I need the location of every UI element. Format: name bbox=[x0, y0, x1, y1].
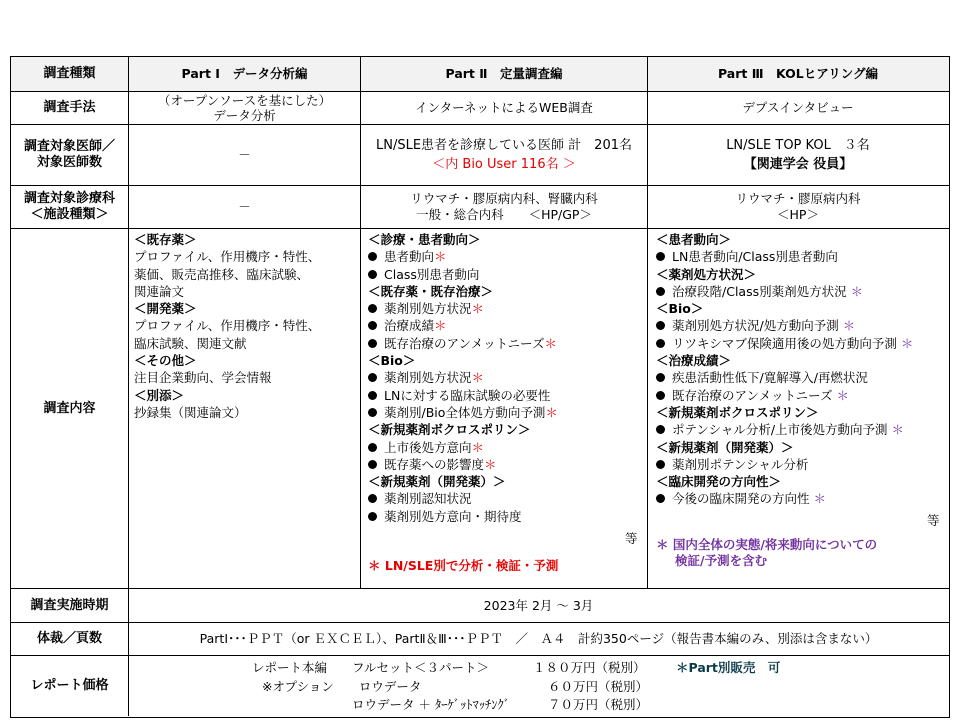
period-value: 2023年 2月 ～ 3月 bbox=[483, 597, 594, 613]
content-label: 調査内容 bbox=[43, 400, 96, 416]
list-item: リツキシマブ保険適用後の処方動向予測 ＊ bbox=[656, 335, 913, 352]
category-heading: ＜患者動向＞ bbox=[656, 232, 732, 247]
list-item: 薬剤別処方状況＊ bbox=[368, 369, 558, 386]
target-doctors-part3-line2: 【関連学会 役員】 bbox=[743, 157, 853, 172]
target-department-part2 bbox=[361, 186, 647, 228]
bullet-icon bbox=[656, 494, 665, 503]
method-part1 bbox=[129, 92, 360, 124]
target-department-label-line1: 調査対象診療科 bbox=[23, 191, 115, 206]
list-item: Class別患者動向 bbox=[368, 266, 558, 283]
bullet-icon bbox=[368, 408, 377, 417]
list-item: 抄録集（関連論文） bbox=[134, 404, 247, 420]
category-heading: ＜その他＞ bbox=[134, 353, 197, 369]
bullet-icon bbox=[368, 252, 377, 261]
list-item: 薬剤別ポテンシャル分析 bbox=[656, 456, 913, 473]
target-doctors-label bbox=[11, 125, 128, 185]
part3-note-line2: 検証/予測を含む bbox=[675, 553, 768, 568]
target-doctors-label-line2: 対象医師数 bbox=[36, 155, 102, 170]
bullet-icon bbox=[368, 304, 377, 313]
target-doctors-part2 bbox=[361, 125, 647, 185]
list-item: プロファイル、作用機序・特性、 bbox=[134, 318, 321, 334]
method-part1-line1: （オープンソースを基にした） bbox=[157, 93, 332, 108]
bullet-icon bbox=[656, 252, 665, 261]
target-department-part1: － bbox=[238, 199, 251, 214]
list-item: 薬剤別処方状況/処方動向予測 ＊ bbox=[656, 317, 913, 334]
list-item: 既存治療のアンメットニーズ＊ bbox=[368, 335, 558, 352]
target-doctors-part3-line1: LN/SLE TOP KOL ３名 bbox=[726, 138, 870, 153]
category-heading: ＜薬剤処方状況＞ bbox=[656, 266, 757, 282]
bullet-icon bbox=[656, 391, 665, 400]
category-heading: ＜新規薬剤（開発薬）＞ bbox=[368, 474, 506, 490]
list-item: LN患者動向/Class別患者動向 bbox=[656, 248, 913, 265]
category-heading: ＜別添＞ bbox=[134, 387, 185, 403]
target-department-label-line2: ＜施設種類＞ bbox=[30, 207, 109, 222]
row-divider bbox=[10, 228, 950, 229]
price-label: レポート価格 bbox=[30, 678, 109, 693]
header-part3: Part Ⅲ KOLヒアリング編 bbox=[717, 66, 879, 81]
part3-etc: 等 bbox=[927, 513, 940, 528]
category-heading: ＜既存薬＞ bbox=[134, 232, 197, 247]
category-heading: ＜Bio＞ bbox=[368, 353, 416, 369]
list-item: 関連論文 bbox=[134, 283, 185, 299]
target-doctors-part1: － bbox=[238, 147, 251, 162]
part2-etc: 等 bbox=[625, 531, 638, 546]
bullet-icon bbox=[368, 460, 377, 469]
price-option2-value: ７０万円（税別） bbox=[548, 697, 649, 712]
bullet-icon bbox=[368, 339, 377, 348]
part-sale-note: ＊Part別販売 可 bbox=[676, 660, 781, 675]
target-department-part2-line1: リウマチ・膠原病内科、腎臓内科 bbox=[410, 191, 598, 206]
bullet-icon bbox=[656, 287, 665, 296]
header-part1: Part Ⅰ データ分析編 bbox=[181, 66, 308, 81]
bullet-icon bbox=[656, 425, 665, 434]
list-item: 薬剤別処方意向・期待度 bbox=[368, 508, 558, 525]
category-heading: ＜新規薬剤（開発薬）＞ bbox=[656, 439, 794, 455]
target-department-label bbox=[11, 186, 128, 228]
category-heading: ＜Bio＞ bbox=[656, 301, 704, 317]
bullet-icon bbox=[368, 494, 377, 503]
list-item: 薬価、販売高推移、臨床試験、 bbox=[134, 266, 310, 282]
method-label: 調査手法 bbox=[43, 100, 96, 115]
list-item: 薬剤別認知状況 bbox=[368, 490, 558, 507]
list-item: プロファイル、作用機序・特性、 bbox=[134, 249, 321, 265]
part3-note-line1: ＊ 国内全体の実態/将来動向についての bbox=[656, 537, 878, 552]
bullet-icon bbox=[368, 512, 377, 521]
format-label: 体裁／頁数 bbox=[36, 631, 102, 646]
bullet-icon bbox=[656, 373, 665, 382]
method-part1-line2: データ分析 bbox=[213, 108, 276, 123]
list-item: 治療段階/Class別薬剤処方状況 ＊ bbox=[656, 283, 913, 300]
category-heading: ＜開発薬＞ bbox=[134, 301, 197, 317]
list-item: 上市後処方意向＊ bbox=[368, 439, 558, 456]
target-doctors-label-line1: 調査対象医師／ bbox=[23, 139, 115, 154]
target-department-part3-line2: ＜HP＞ bbox=[777, 207, 819, 222]
target-department-part3-line1: リウマチ・膠原病内科 bbox=[735, 191, 861, 206]
price-option-value: ６０万円（税別） bbox=[548, 679, 649, 694]
price-option-label: ※オプション ロウデータ bbox=[262, 679, 422, 694]
list-item: 疾患活動性低下/寛解導入/再燃状況 bbox=[656, 369, 913, 386]
bio-user-count: ＜内 Bio User 116名 ＞ bbox=[432, 157, 576, 172]
bullet-icon bbox=[656, 460, 665, 469]
header-survey-type: 調査種類 bbox=[43, 66, 96, 81]
target-department-part3 bbox=[648, 186, 948, 228]
header-part2: Part Ⅱ 定量調査編 bbox=[445, 66, 563, 81]
category-heading: ＜既存薬・既存治療＞ bbox=[368, 283, 494, 299]
row-divider bbox=[10, 655, 950, 656]
content-part3-list bbox=[656, 231, 913, 508]
bullet-icon bbox=[368, 270, 377, 279]
list-item: 薬剤別/Bio全体処方動向予測＊ bbox=[368, 404, 558, 421]
price-main-label: レポート本編 フルセット＜３パート＞ bbox=[252, 660, 490, 675]
list-item: 今後の臨床開発の方向性 ＊ bbox=[656, 490, 913, 507]
price-main-value: １８０万円（税別） bbox=[533, 660, 646, 675]
category-heading: ＜治療成績＞ bbox=[656, 353, 732, 369]
target-department-part2-line2: 一般・総合内科 ＜HP/GP＞ bbox=[416, 207, 592, 222]
bullet-icon bbox=[656, 339, 665, 348]
period-label: 調査実施時期 bbox=[30, 597, 109, 613]
method-part2: インターネットによるWEB調査 bbox=[415, 100, 593, 115]
list-item: 薬剤別処方状況＊ bbox=[368, 300, 558, 317]
list-item: LNに対する臨床試験の必要性 bbox=[368, 387, 558, 404]
list-item: 患者動向＊ bbox=[368, 248, 558, 265]
bullet-icon bbox=[368, 391, 377, 400]
category-heading: ＜新規薬剤ボクロスポリン＞ bbox=[368, 422, 531, 438]
bullet-icon bbox=[368, 321, 377, 330]
content-part1-list bbox=[134, 231, 320, 421]
category-heading: ＜臨床開発の方向性＞ bbox=[656, 474, 782, 490]
target-doctors-part3 bbox=[648, 125, 948, 185]
list-item: ポテンシャル分析/上市後処方動向予測 ＊ bbox=[656, 421, 913, 438]
list-item: 臨床試験、関連文献 bbox=[134, 335, 247, 351]
part2-analysis-note: ＊ LN/SLE別で分析・検証・予測 bbox=[368, 558, 559, 573]
price-option2-label: ロウデータ ＋ ﾀｰｹﾞｯﾄﾏｯﾁﾝｸﾞ bbox=[352, 697, 510, 712]
category-heading: ＜新規薬剤ボクロスポリン＞ bbox=[656, 404, 819, 420]
list-item: 既存薬への影響度＊ bbox=[368, 456, 558, 473]
bullet-icon bbox=[368, 443, 377, 452]
part3-note bbox=[656, 537, 877, 569]
bullet-icon bbox=[656, 321, 665, 330]
list-item: 治療成績＊ bbox=[368, 317, 558, 334]
list-item: 既存治療のアンメットニーズ ＊ bbox=[656, 387, 913, 404]
list-item: 注目企業動向、学会情報 bbox=[134, 370, 272, 386]
category-heading: ＜診療・患者動向＞ bbox=[368, 232, 481, 247]
content-part2-list bbox=[368, 231, 558, 525]
format-value: PartⅠ･･･ＰＰＴ（or ＥＸＣＥＬ）、PartⅡ＆Ⅲ･･･ＰＰＴ ／ Ａ４ 計約350ページ（報告書本編のみ、別添は含まない） bbox=[199, 631, 878, 646]
bullet-icon bbox=[368, 373, 377, 382]
method-part3: デプスインタビュー bbox=[742, 100, 854, 115]
target-doctors-part2-line1: LN/SLE患者を診療している医師 計 201名 bbox=[375, 138, 632, 153]
